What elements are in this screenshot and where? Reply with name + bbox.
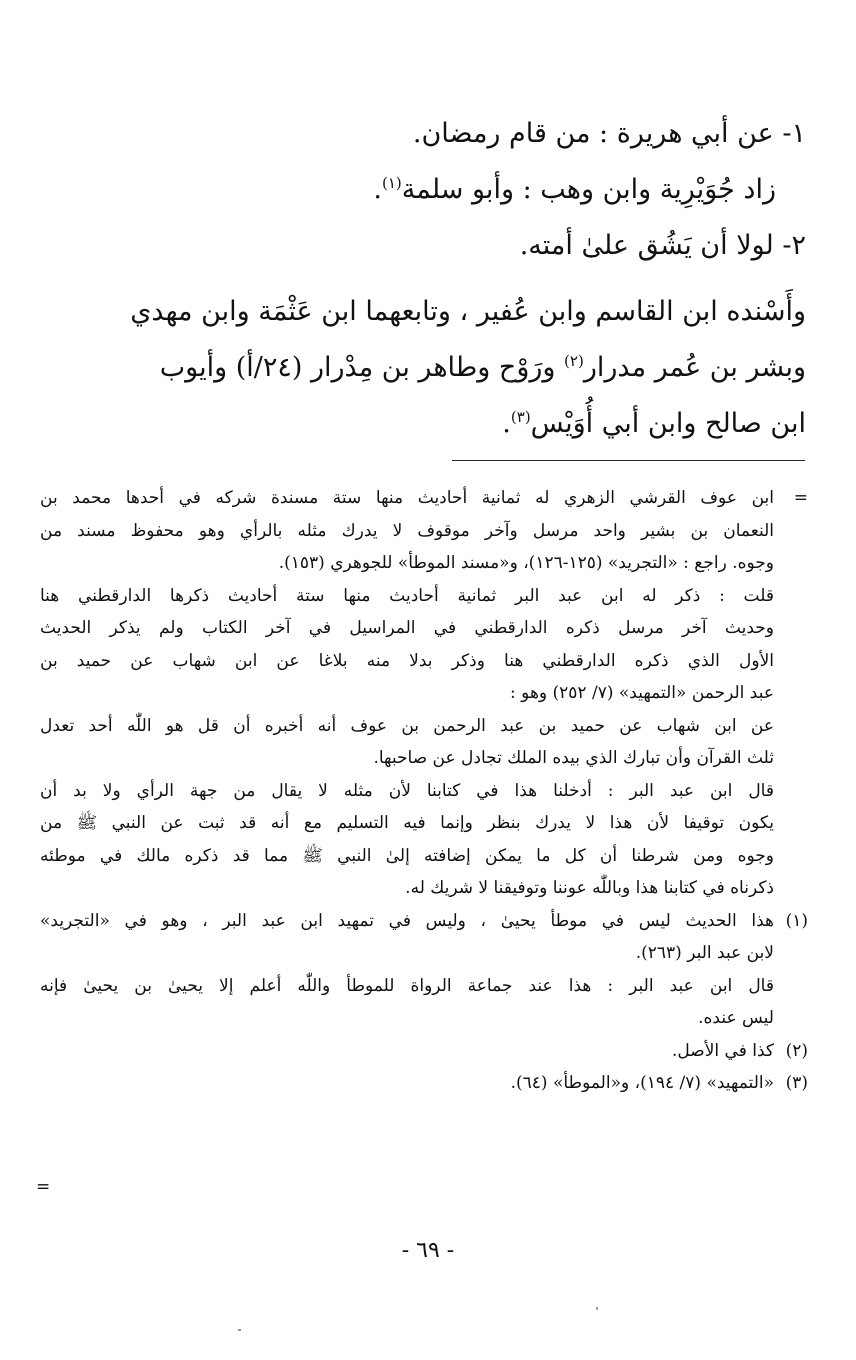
- footnote-line: عن ابن شهاب عن حميد بن عبد الرحمن بن عوف أنه أخبره أن قل هو اللّٰه أحد تعدل: [40, 715, 774, 736]
- footnote-line: قال ابن عبد البر : هذا عند جماعة الرواة للموطأ واللّٰه أعلم إلا يحيىٰ بن يحيىٰ فإنه: [40, 975, 774, 996]
- chain-line-3: ابن صالح وابن أبي أُوَيْس$^{(٣)}$.: [502, 408, 806, 439]
- footnote-2: [40, 1035, 808, 1068]
- footnote-line: ذكرناه في كتابنا هذا وباللّٰه عوننا وتوفيقنا لا شريك له.: [405, 878, 774, 898]
- footnote-line: قلت : ذكر له ابن عبد البر ثمانية أحاديث منها ستة أحاديث ذكرها الدارقطني هنا: [40, 585, 774, 606]
- footnote-line: ثلث القرآن وأن تبارك الذي بيده الملك تجادل عن صاحبها.: [373, 748, 774, 768]
- hadith-item-1-addition: زاد جُوَيْرِية وابن وهب : وأبو سلمة$^{(١)}$.: [373, 174, 776, 205]
- hadith-item-2: ٢- لولا أن يَشُق علىٰ أمته.: [519, 230, 806, 261]
- continuation-mark: =: [793, 488, 808, 508]
- footnote-3: [40, 1067, 808, 1100]
- footnote-continuation: [40, 482, 808, 905]
- footnote-line: كذا في الأصل.: [672, 1040, 774, 1061]
- footnote-ref-1[interactable]: (١): [381, 174, 402, 192]
- footnote-line: وجوه. راجع : «التجريد» (١٢٥-١٢٦)، و«مسند الموطأ» للجوهري (١٥٣).: [278, 553, 774, 573]
- footnote-line: هذا الحديث ليس في موطأ يحيىٰ ، وليس في تمهيد ابن عبد البر ، وهو في «التجريد»: [40, 910, 774, 931]
- footnote-line: وجوه ومن شرطنا أن كل ما يمكن إضافته إلىٰ النبي ﷺ مما قد ذكره مالك في موطئه: [40, 845, 774, 866]
- chain-line-2: وبشر بن عُمر مدرار$^{(٢)}$ ورَوْح وطاهر بن مِدْرار (٢٤/أ) وأيوب: [159, 352, 806, 383]
- footnote-line: «التمهيد» (٧/ ١٩٤)، و«الموطأ» (٦٤).: [510, 1073, 774, 1093]
- page-number: - ٦٩ -: [401, 1238, 455, 1263]
- footnote-line: الأول الذي ذكره الدارقطني هنا وذكر بدلا منه بلاغا عن ابن شهاب عن حميد بن: [40, 650, 774, 671]
- footnote-separator: [452, 460, 805, 461]
- hadith-item-1: ١- عن أبي هريرة : من قام رمضان.: [412, 118, 806, 149]
- footnote-number-1: (١): [785, 910, 808, 931]
- footnotes: [40, 482, 808, 1100]
- scan-speck: [238, 1329, 241, 1331]
- next-page-mark: =: [36, 1177, 51, 1197]
- footnote-line: ابن عوف القرشي الزهري له ثمانية أحاديث منها ستة مسندة شركه في أحدها محمد بن: [40, 488, 774, 508]
- footnote-line: عبد الرحمن «التمهيد» (٧/ ٢٥٢) وهو :: [510, 683, 774, 703]
- footnote-line: ليس عنده.: [698, 1008, 774, 1028]
- footnote-line: قال ابن عبد البر : أدخلنا هذا في كتابنا لأن مثله لا يقال من جهة الرأي ولا بد أن: [40, 780, 774, 801]
- footnote-line: وحديث آخر مرسل ذكره الدارقطني في المراسيل في آخر الكتاب ولم يذكر الحديث: [40, 618, 774, 638]
- chain-line-1: وأَسْنده ابن القاسم وابن عُفير ، وتابعهما ابن عَثْمَة وابن مهدي: [130, 296, 806, 327]
- footnote-ref-3[interactable]: (٣): [510, 408, 531, 426]
- footnote-line: لابن عبد البر (٢٦٣).: [635, 943, 774, 963]
- footnote-number-2: (٢): [785, 1040, 808, 1061]
- scan-speck: [596, 1307, 598, 1310]
- footnote-1: [40, 905, 808, 1035]
- footnote-line: يكون توقيفا لأن هذا لا يدرك بنظر وإنما فيه التسليم مع أنه قد ثبت عن النبي ﷺ من: [40, 813, 774, 833]
- footnote-line: النعمان بن بشير واحد مرسل وآخر موقوف لا يدرك مثله بالرأي وهو محفوظ مسند من: [40, 520, 774, 541]
- footnote-number-3: (٣): [785, 1073, 808, 1093]
- main-text: [60, 106, 806, 452]
- footnote-ref-2[interactable]: (٢): [564, 352, 584, 370]
